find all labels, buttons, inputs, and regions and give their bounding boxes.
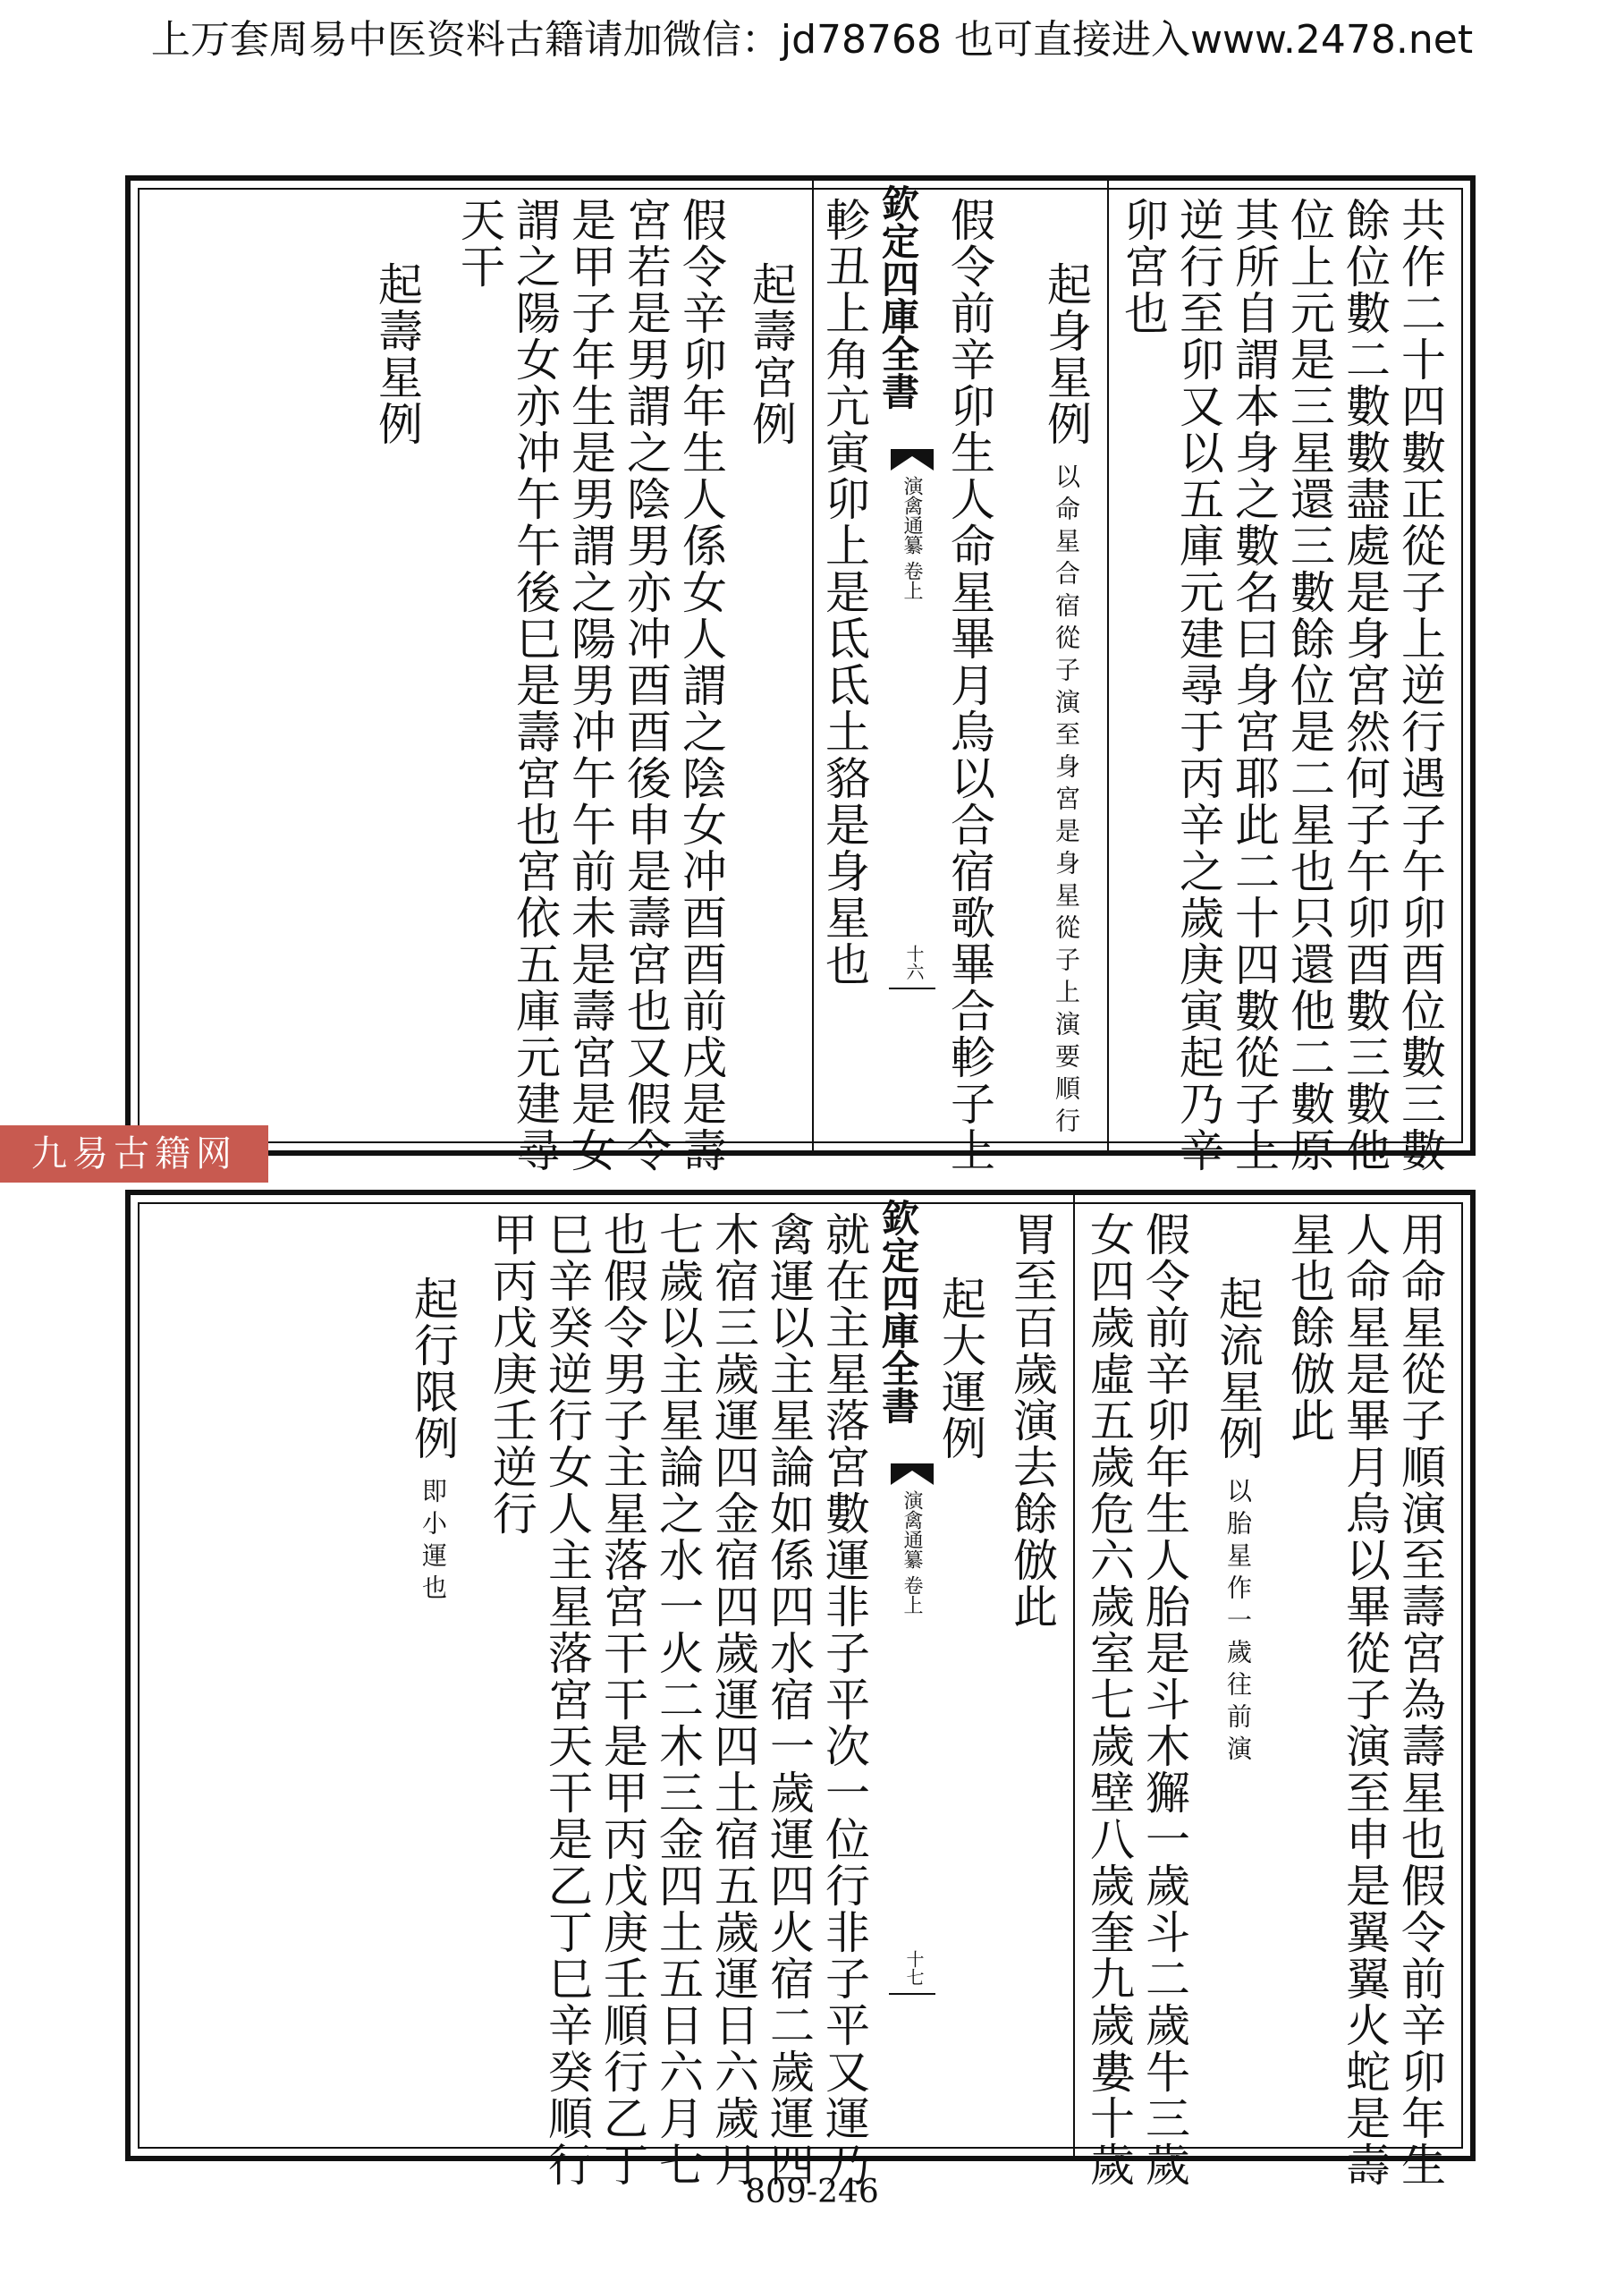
page-number: 809-246 (745, 2174, 879, 2210)
bottom-heading-liuxing-text: 起流星例 (1212, 1276, 1264, 1462)
bottom-col-1: 用命星從子順演至壽宮為壽星也假令前辛卯年生 (1394, 1211, 1446, 2188)
bottom-col-14: 巳辛癸逆行女人主星落宮天干是乙丁巳辛癸順行 (541, 1211, 593, 2188)
bottom-col-2: 人命星是畢月烏以畢從子演至申是翼翼火蛇是壽 (1339, 1211, 1391, 2188)
top-col-3: 位上元是三星還三數餘位是二星也只還他二數原 (1283, 197, 1335, 1174)
bottom-col-13: 也假令男子主星落宮干干是甲丙戊庚壬順行乙丁 (596, 1211, 648, 2188)
bottom-col-10: 禽運以主星論如係四水宿一歲運四火宿二歲運四 (763, 1211, 815, 2188)
bottom-col-7: 胃至百歲演去餘倣此 (1006, 1211, 1058, 1630)
bottom-heading-dayun: 起大運例 (935, 1276, 986, 1462)
top-col-2: 餘位數二數數盡處是身宮然何子午卯酉數三數他 (1339, 197, 1391, 1174)
top-col-14: 宮若是男謂之陰男亦冲酉酉後申是壽宮也又假令 (620, 197, 672, 1174)
bottom-leaf-number: 十七 (903, 1950, 925, 1986)
bottom-note-2: 即小運也 (419, 1477, 448, 1607)
top-col-9: 假令前辛卯生人命星畢月烏以合宿歌畢合軫子上 (943, 197, 995, 1174)
bottom-note-1: 以胎星作一歲往前演 (1223, 1477, 1253, 1768)
top-leaf-number: 十六 (903, 945, 925, 980)
top-fishtail-icon (891, 449, 934, 471)
top-col-16: 謂之陽女亦冲午午後巳是壽宮也宮依五庫元建尋 (509, 197, 561, 1174)
top-heading-shouxing: 起壽星例 (371, 261, 423, 447)
bottom-col-3: 星也餘倣此 (1283, 1211, 1335, 1444)
bottom-heading-xingxian (406, 1276, 460, 1607)
bottom-col-9: 就在主星落宮數運非子平次一位行非子平又運乃 (818, 1211, 870, 2188)
top-col-6: 卯宮也 (1117, 197, 1169, 336)
bottom-subtitle: 演禽通纂 卷上 (901, 1490, 923, 1615)
top-note: 以命星合宿從子演至身宮是身星從子上演要順行 (1052, 462, 1081, 1140)
top-col-4: 其所自謂本身之數名曰身宮耶此二十四數從子上 (1228, 197, 1280, 1174)
bottom-col-15: 甲丙戊庚壬逆行 (486, 1211, 537, 1537)
top-heading-shenxing-text: 起身星例 (1040, 261, 1092, 447)
top-col-15: 是甲子年生是男謂之陽男冲午午前未是壽宮是女 (564, 197, 616, 1174)
watermark-logo: 九易古籍网 (0, 1125, 268, 1183)
bottom-page (125, 1190, 1476, 2188)
bottom-center-foot-line (889, 1993, 935, 1995)
bottom-rule-1 (1073, 1195, 1075, 2156)
bottom-heading-xingxian-text: 起行限例 (407, 1276, 459, 1462)
top-center-column (876, 181, 932, 1150)
top-book-title: 欽定四庫全書 (876, 184, 920, 410)
top-rule-1 (1107, 181, 1109, 1150)
bottom-center-column (876, 1195, 932, 2156)
bottom-col-6: 女四歲虛五歲危六歲室七歲壁八歲奎九歲婁十歲 (1083, 1211, 1135, 2188)
top-heading-shenxing (1039, 261, 1093, 1140)
top-col-17: 天干 (453, 197, 505, 290)
bottom-heading-liuxing (1211, 1276, 1265, 1768)
watermark-banner: 上万套周易中医资料古籍请加微信：jd78768 也可直接进入www.2478.net (150, 17, 1474, 63)
bottom-col-11: 木宿三歲運四金宿四歲運四土宿五歲運日六歲月 (707, 1211, 759, 2188)
bottom-book-title: 欽定四庫全書 (876, 1199, 920, 1424)
top-col-10: 軫丑上角亢寅卯上是氐氐土貉是身星也 (818, 197, 870, 988)
top-col-5: 逆行至卯又以五庫元建尋于丙辛之歲庚寅起乃辛 (1172, 197, 1224, 1174)
top-subtitle: 演禽通纂 卷上 (901, 476, 923, 600)
bottom-fishtail-icon (891, 1463, 934, 1485)
bottom-col-12: 七歲以主星論之水一火二木三金四土五日六月七 (652, 1211, 704, 2188)
top-heading-shougong: 起壽宮例 (745, 261, 797, 447)
bottom-col-5: 假令前辛卯年生人胎是斗木獬一歲斗二歲牛三歲 (1138, 1211, 1190, 2188)
top-center-foot-line (889, 988, 935, 989)
top-col-1: 共作二十四數正從子上逆行遇子午卯酉位數三數 (1394, 197, 1446, 1174)
top-rule-2 (812, 181, 814, 1150)
top-col-13: 假令辛卯年生人係女人謂之陰女冲酉酉前戌是壽 (675, 197, 727, 1174)
